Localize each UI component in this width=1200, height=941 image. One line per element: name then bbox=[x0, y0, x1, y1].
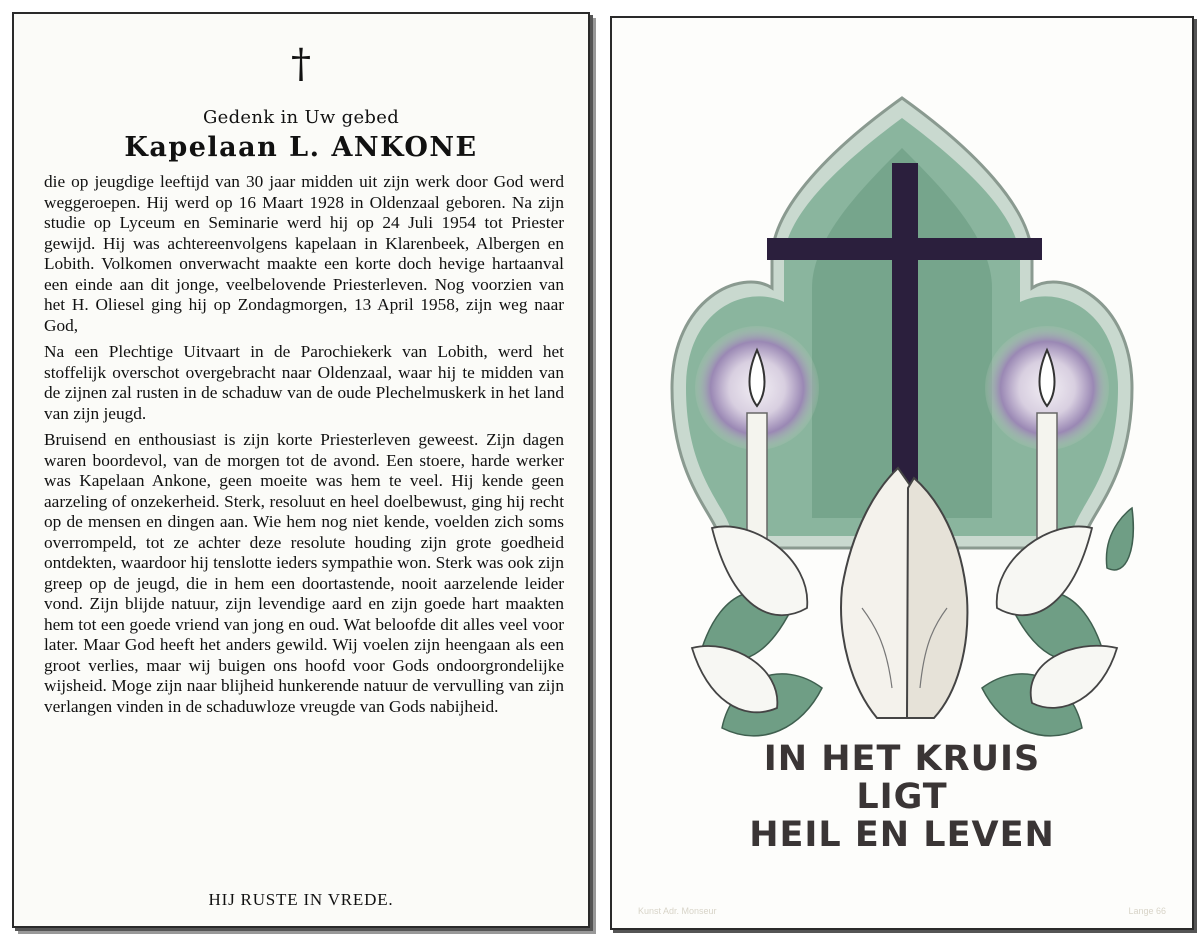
paragraph: Na een Plechtige Uitvaart in de Parochiekerk van Lobith, werd het stoffelijk overschot overgebracht naar Oldenzaal, waar hij te midden van de zijnen zal rusten in de schaduw van de oude Plechelmuskerk in het land van zijn jeugd. bbox=[44, 342, 564, 423]
cross-icon: † bbox=[291, 41, 311, 87]
biography bbox=[44, 172, 564, 723]
closing-line: HIJ RUSTE IN VREDE. bbox=[208, 890, 394, 909]
paragraph: Bruisend en enthousiast is zijn korte Priesterleven geweest. Zijn dagen waren boordevol, van de morgen tot de avond. Een stoere, harde werker was Kapelaan Ankone, geen moeite was hem te veel. Hij kende geen aarzeling of onzekerheid. Sterk, resoluut en heel doelbewust, ging hij recht op de mensen en dingen aan. Wie hem nog niet kende, voelden zich soms overrompeld, tot ze achter deze resolute houding zijn grote goedheid ontdekten, waardoor hij tenslotte ieders sympathie won. Sterk was ook zijn greep op de jeugd, die in hem een doortastende, nooit aarzelende leider vond. Zijn blijde natuur, zijn levendige aard en zijn goede hart maakten hem tot een goede vriend van jong en oud. Wat beloofde dit alles veel voor later. Maar God heeft het anders gewild. Wij voelen zijn heengaan als een groot verlies, maar wij buigen ons hoofd voor Gods ondoorgrondelijke wijsheid. Moge zijn naar blijheid hunkerende natuur de vervulling van zijn verlangen vinden in de schaduwloze vreugde van Gods nabijheid. bbox=[44, 430, 564, 716]
motto-line: LIGT bbox=[856, 777, 948, 817]
motto-line: IN HET KRUIS bbox=[763, 739, 1041, 779]
printer-imprint: Lange 66 bbox=[1128, 906, 1166, 916]
motto bbox=[612, 740, 1192, 854]
header-text: Gedenk in Uw gebed bbox=[202, 107, 400, 128]
motto-line: HEIL EN LEVEN bbox=[749, 815, 1055, 855]
memorial-card-text bbox=[12, 12, 590, 928]
deceased-name: Kapelaan L. ANKONE bbox=[124, 132, 478, 163]
paragraph: die op jeugdige leeftijd van 30 jaar midden uit zijn werk door God werd weggeroepen. Hij werd op 16 Maart 1928 in Oldenzaal geboren. Na zijn studie op Lyceum en Seminarie werd hij op 24 Juli 1954 tot Priester gewijd. Hij was achtereenvolgens kapelaan in Klarenbeek, Albergen en Lobith. Volkomen onverwacht maakte een korte doch hevige hartaanval een einde aan dit jonge, veelbelovende Priesterleven. Nog voorzien van het H. Oliesel ging hij op Zondagmorgen, 13 April 1958, zijn weg naar God, bbox=[44, 172, 564, 335]
printer-imprint: Kunst Adr. Monseur bbox=[638, 906, 717, 916]
memorial-card-image bbox=[610, 16, 1194, 930]
devotional-illustration bbox=[662, 88, 1142, 748]
